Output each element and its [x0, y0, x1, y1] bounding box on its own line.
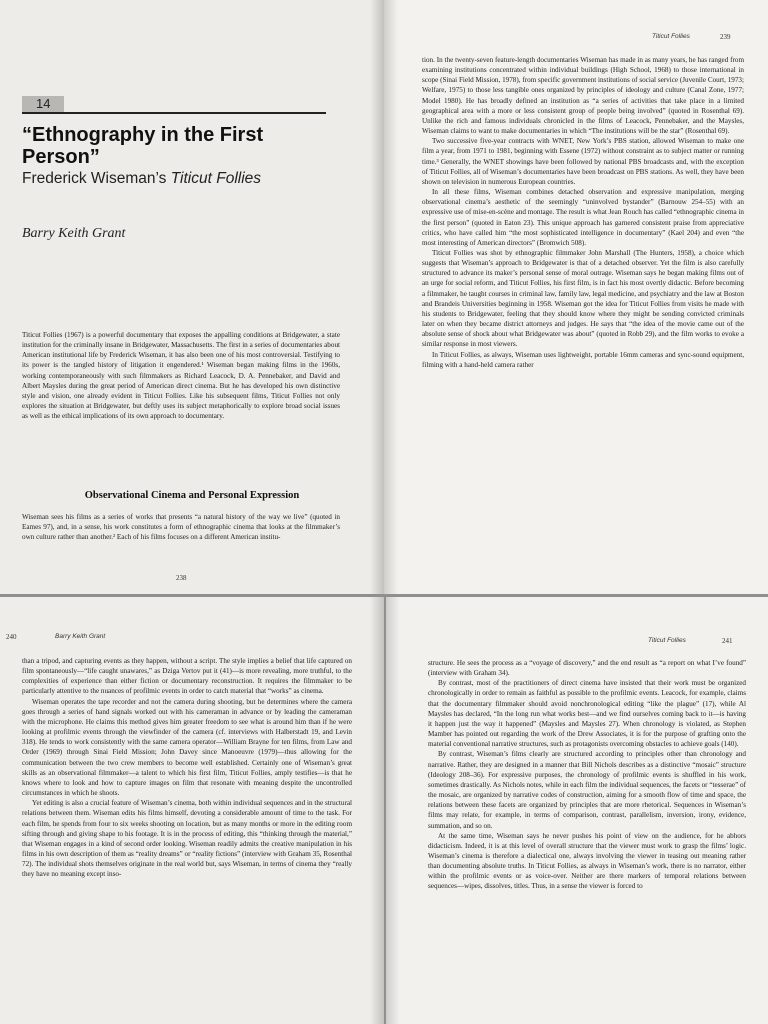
section-text [22, 512, 340, 542]
paragraph: Wiseman operates the tape recorder and not the camera during shooting, but he determines where the camera goes through a series of hand signals worked out with his cameraman in advance or by leading the cameraman with the microphone. He claims this method gives him greater freedom to see what is around him than if he were looking at profilmic events through the viewfinder of the camera (cf. interviews with Halberstadt 19, and Levin 318). He tends to work consistently with the same camera operator—William Brayne for ten films, from Law and Order (1969) through Sinai Field Mission; John Davey since Manoeuvre (1979)—thus allowing for the communication between the two crew members to become well established. Certainly one of Wiseman’s great skills as an observational filmmaker—a talent to which his first film, Titicut Follies, amply testifies—is that he knows where to look and how to capture images on film that resonate with meaning despite the uncontrolled circumstances in which he shoots. [22, 697, 352, 798]
page-241 [386, 597, 768, 1024]
paragraph: In all these films, Wiseman combines detached observation and expressive manipulation, merging observational cinema’s aesthetic of the seemingly “uninvolved bystander” (Barnouw 254–55) with an expressive use of mise-en-scène and montage. The result is what Jean Rouch has called “ethnographic cinema in the first person” (quoted in Eaton 23). This unique approach has garnered consistent praise from appreciative critics, who have called him “the most sophisticated intelligence in documentary” (Kael 204) and even “the most interesting of American directors” (Bromwich 508). [422, 188, 744, 247]
paragraph: In Titicut Follies, as always, Wiseman uses lightweight, portable 16mm cameras and sync-sound equipment, filming with a hand-held camera rather [422, 350, 744, 369]
body-text [22, 656, 352, 879]
chapter-title: “Ethnography in the First Person” [22, 124, 264, 168]
section-heading: Observational Cinema and Personal Expression [84, 490, 300, 501]
chapter-rule [22, 96, 326, 114]
paragraph: Two successive five-year contracts with WNET, New York’s PBS station, allowed Wiseman to make one film a year, from 1971 to 1981, beginning with Essene (1972) without constraint as to subject matter or running time.³ Generally, the WNET showings have been followed by national PBS broadcasts and, with the exception of Titicut Follies, all of Wiseman’s documentaries have been broadcast on PBS stations. As well, they have been shown on television in numerous European countries. [422, 137, 744, 186]
page-number: 238 [176, 574, 187, 582]
body-text [428, 658, 746, 892]
chapter-number: 14 [22, 96, 64, 112]
running-head: Barry Keith Grant [55, 633, 106, 640]
chapter-subtitle [22, 170, 362, 188]
paragraph: structure. He sees the process as a “voyage of discovery,” and the end result as “a report on what I’ve found” (interview with Graham 34). [428, 659, 746, 678]
paragraph: tion. In the twenty-seven feature-length documentaries Wiseman has made in as many years, he has ranged from examining institutions concentrated within individual buildings (High School, 1968) to those international in scope (Sinai Field Mission, 1978), from specific government institutions of social service (Juvenile Court, 1973; Welfare, 1975) to those less tangible ones organized by principles of ideology and culture (Canal Zone, 1977; Model 1980). He has broadly defined an institution as “a series of activities that take place in a limited geographical area with a more or less consistent group of people being involved” (quoted in Rosenthal 69). Unlike the rich and famous individuals chronicled in the films of Leacock, Pennebaker, and the Maysles, Wiseman claims to want to make documentaries in which “The institutions will be the star” (Rosenthal 69). [422, 56, 744, 136]
page-240 [0, 597, 384, 1024]
paragraph: By contrast, most of the practitioners of direct cinema have insisted that their work must be organized chronologically in order to remain as faithful as possible to the profilmic events. Leacock, for example, claims that the documentary filmmaker should avoid nonchronological editing “like the plague” (17), while Al Maysles has declared, “In the long run what works best—and we find ourselves coming back to it—is having it happen just the way it happened” (Maysles and Maysles 27). When chronology is violated, as Stephen Mamber has pointed out regarding the work of the Drew Associates, it is for the purpose of grafting onto the material conventional narrative structures, such as protagonists overcoming obstacles to achieve goals (140). [428, 679, 746, 749]
page-number: 241 [722, 637, 733, 645]
gutter-shadow [384, 0, 398, 594]
chapter-author: Barry Keith Grant [22, 226, 126, 241]
paragraph: Titicut Follies was shot by ethnographic filmmaker John Marshall (The Hunters, 1958), a choice which suggests that Wiseman’s approach to Bridgewater is that of a detached observer. Yet the film is also carefully structured to advance its maker’s personal sense of moral outrage. Wiseman says he began making films out of an urge for social reform, and Titicut Follies, his first film, is in fact his most overtly didactic. Before becoming a filmmaker, he taught courses in criminal law, family law, legal medicine, and psychiatry and the law at Boston and Brandeis Universities beginning in 1958. Wiseman got the idea for Titicut Follies from visits he made with his students to Bridgewater, feeling that they should know where they might be sending convicted criminals later on when they became district attorneys and judges. He says that “the idea of the movie came out of the absolute sense of shock about what Bridgewater was about” (quoted in Robb 29), and the film works to evoke a similar response in most viewers. [422, 248, 744, 349]
gutter-shadow [370, 597, 384, 1024]
body-text [422, 55, 744, 370]
running-head: Titicut Follies [648, 637, 686, 644]
gutter-shadow [386, 597, 400, 1024]
gutter-shadow [370, 0, 384, 594]
paragraph: than a tripod, and capturing events as they happen, without a script. The style implies a belief that life captured on film spontaneously—“life caught unawares,” as Dziga Vertov put it (41)—is more revealing, more truthful, to the complexities of experience than either fiction or documentary reconstruction. It requires the filmmaker to be particularly attentive to the nuances of profilmic events in order to catch material that “works” as cinema. [22, 657, 352, 696]
paragraph: By contrast, Wiseman’s films clearly are structured according to principles other than chronology and narrative. Rather, they are designed in a manner that Bill Nichols describes as a distinctive “mosaic” structure (Ideology 208–36). For expressive purposes, the chronology of profilmic events is shuffled in his work, sometimes drastically. As Nichols notes, while in each film the individual sequences, the facets or “tesserae” of the mosaic, are organized by narrative codes of construction, aiming for a smooth flow of time and space, the relations between these facets are organized by principles that are more rhetorical. Sequences in Wiseman’s films may relate, for example, in terms of comparison, contrast, parallelism, inversion, irony, evidence, summation, and so on. [428, 750, 746, 830]
paragraph: Titicut Follies (1967) is a powerful documentary that exposes the appalling conditions at Bridgewater, a state institution for the criminally insane in Bridgewater, Massachusetts. The first in a series of documentaries about American institutional life by Frederick Wiseman, it has also been one of his most controversial. Testifying to its power is the tangled history of litigation it engendered.¹ Wiseman began making films in the 1960s, working contemporaneously with such filmmakers as Richard Leacock, D. A. Pennebaker, and David and Albert Maysles during the great period of American direct cinema. But he has developed his own distinctive style and vision, one already evident in Titicut Follies. Like his subsequent films, Titicut Follies not only explores the situation at Bridgewater, but deftly uses its subject metaphorically to explore broad social issues as well as the ethical implications of its own approach to documentary. [22, 331, 340, 421]
subtitle-film: Titicut Follies [170, 170, 262, 187]
page-number: 240 [6, 633, 17, 641]
paragraph: Yet editing is also a crucial feature of Wiseman’s cinema, both within individual sequences and in the structural relations between them. Wiseman edits his films himself, devoting a considerable amount of time to the task. For each film, he spends from four to six weeks shooting on location, but as many months or more in the editing room sifting through and giving shape to his footage. It is in the process of editing, this “thinking through the material,” that Wiseman engages in a kind of second order looking. Wiseman readily admits the creative manipulation in his films in his own description of them as “reality dreams” or “reality fictions” (interview with Graham 35, Rosenthal 72). The individual shots themselves originate in the real world but, says Wiseman, in terms of cinema they “really they have no meaning except inso- [22, 799, 352, 879]
running-head: Titicut Follies [652, 33, 690, 40]
page-238 [0, 0, 384, 594]
page-239 [384, 0, 768, 594]
intro-text [22, 330, 340, 421]
page-number: 239 [720, 33, 731, 41]
subtitle-prefix: Frederick Wiseman’s [22, 170, 171, 187]
paragraph: Wiseman sees his films as a series of works that presents “a natural history of the way we live” (quoted in Eames 97), and, in a sense, his work constitutes a form of ethnographic cinema that looks at the filmmaker’s own culture rather than another.² Each of his films focuses on a different American institu- [22, 513, 340, 542]
paragraph: At the same time, Wiseman says he never pushes his point of view on the audience, for he abhors didacticism. Indeed, it is at this level of overall structure that the viewer must work to grasp the films’ logic. Wiseman’s cinema is therefore a dialectical one, always involving the viewer in teasing out meaning rather than documenting absolute truths. In Titicut Follies, as always in Wiseman’s work, there is no narrator, either within the profilmic events or as voice-over. Neither are there markers of temporal relations between sequences—wipes, dissolves, titles. Thus, in a sense the viewer is forced to [428, 831, 746, 891]
